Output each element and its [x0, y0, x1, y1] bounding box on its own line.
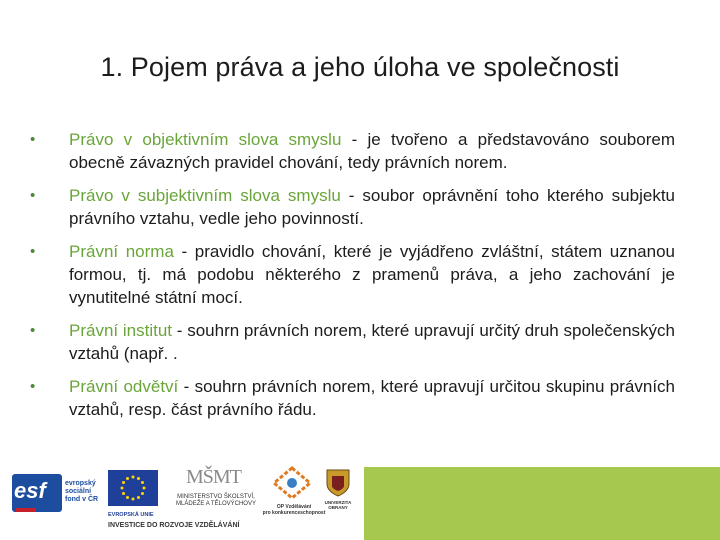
bullet-text: - souhrn právních norem, které upravují určitou skupinu právních vztahů, resp. část právního řádu.	[69, 377, 675, 419]
bullet-item	[30, 240, 675, 309]
bullet-term: Právní norma	[69, 242, 174, 261]
esf-text-line: evropský	[65, 480, 96, 487]
esf-text-line: sociální	[65, 488, 92, 495]
bullet-term: Právo v subjektivním slova smyslu	[69, 186, 341, 205]
bullet-text: - souhrn právních norem, které upravují určitý druh společenských vztahů (např. .	[69, 321, 675, 363]
bullet-icon: •	[30, 187, 36, 204]
slogan-text: INVESTICE DO ROZVOJE VZDĚLÁVÁNÍ	[108, 522, 240, 529]
univ-logo	[320, 468, 356, 520]
eu-text: EVROPSKÁ UNIE	[108, 512, 154, 518]
bullet-icon: •	[30, 378, 36, 395]
logo-strip	[0, 462, 720, 540]
univ-text-line: OBRANY	[328, 505, 348, 510]
bullet-item	[30, 184, 675, 230]
bullet-text: - soubor oprávnění toho kterého subjektu právního vztahu, vedle jeho povinností.	[69, 186, 675, 228]
bullet-text: - je tvořeno a představováno souborem obecně závazných pravidel chování, tedy právních norem.	[69, 130, 675, 172]
bullet-icon: •	[30, 131, 36, 148]
bullet-icon: •	[30, 322, 36, 339]
bullet-item	[30, 375, 675, 421]
msmt-logo	[172, 466, 260, 518]
shield-icon	[325, 468, 351, 498]
msmt-text-line: MLÁDEŽE A TĚLOVÝCHOVY	[176, 501, 256, 507]
msmt-text-line: MINISTERSTVO ŠKOLSTVÍ,	[177, 494, 255, 500]
eu-logo	[108, 470, 160, 516]
bullet-item	[30, 319, 675, 365]
bullet-list	[30, 128, 675, 431]
univ-text	[320, 500, 356, 510]
bullet-term: Právní odvětví	[69, 377, 179, 396]
esf-red-bar	[16, 508, 36, 512]
esf-text	[65, 480, 105, 504]
esf-text-line: fond v ČR	[65, 496, 99, 503]
op-text-line: pro konkurenceschopnost	[262, 510, 326, 516]
esf-logo	[12, 472, 102, 520]
op-emblem-icon	[272, 466, 312, 500]
bullet-term: Právo v objektivním slova smyslu	[69, 130, 342, 149]
op-text-line: OP Vzdělávání	[276, 504, 312, 510]
eu-flag-icon	[108, 470, 158, 506]
esf-mark: esf	[14, 478, 46, 503]
bullet-term: Právní institut	[69, 321, 173, 340]
bullet-text: - pravidlo chování, které je vyjádřeno zvláštní, státem uznanou formou, tj. má podobu některého z pramenů práva, a jeho zachování je vynutitelné státní mocí.	[69, 242, 675, 307]
msmt-text	[172, 494, 260, 508]
bullet-item	[30, 128, 675, 174]
msmt-mark: MŠMT	[186, 466, 241, 488]
bullet-icon: •	[30, 243, 36, 260]
slide-title: 1. Pojem práva a jeho úloha ve společnosti	[100, 52, 620, 82]
univ-text-line: UNIVERZITA	[324, 500, 352, 505]
